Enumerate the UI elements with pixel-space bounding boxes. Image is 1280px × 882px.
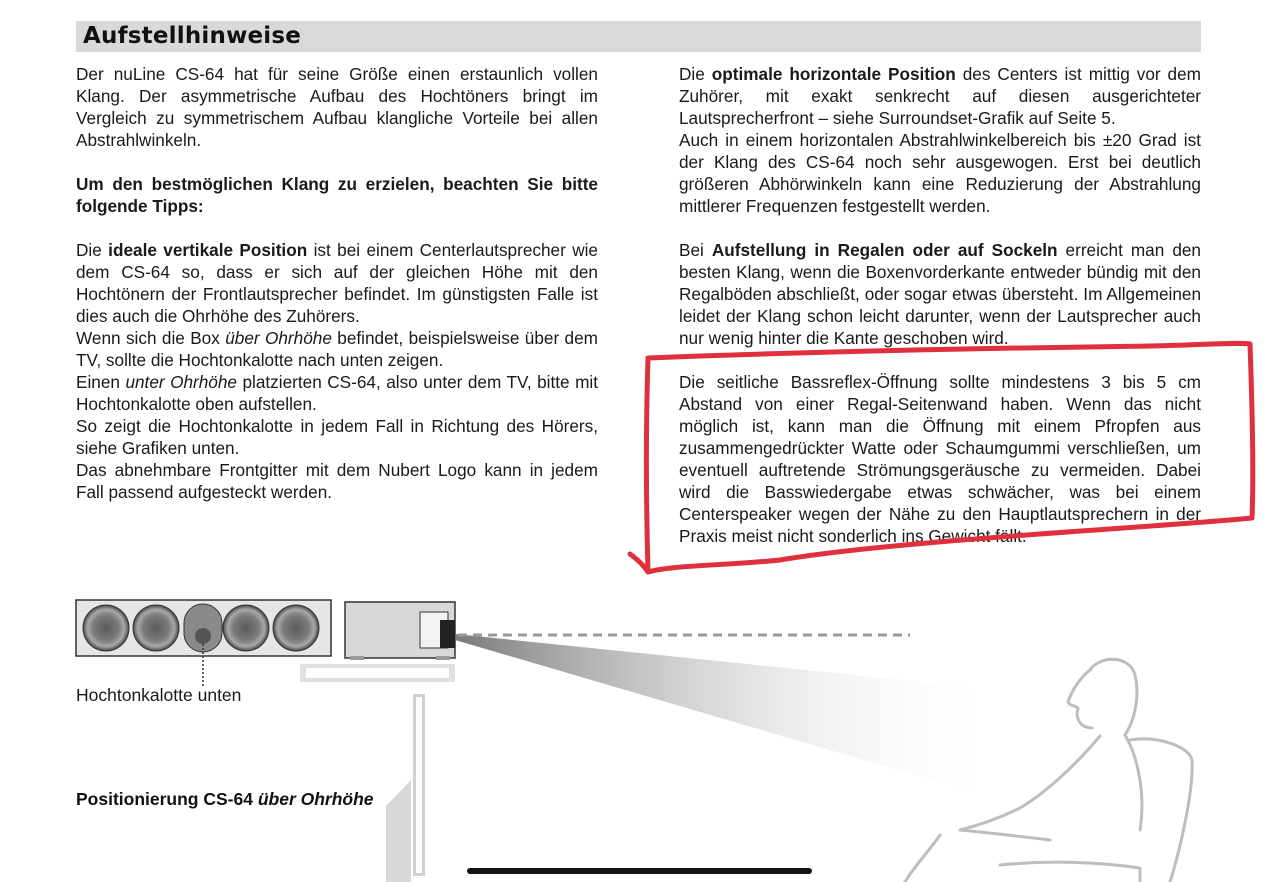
above-ear-paragraph: Wenn sich die Box über Ohrhöhe befindet, beispielsweise über dem TV, sollte die Hochtonkalotte nach unten zeigen. xyxy=(76,328,598,370)
intro-paragraph: Der nuLine CS-64 hat für seine Größe einen erstaunlich vollen Klang. Der asymmetrische Aufbau des Hochtöners bringt im Vergleich zu symmetrischem Aufbau klangliche Vorteile bei allen Abstrahlwinkeln. xyxy=(76,64,598,150)
below-ear-paragraph: Einen unter Ohrhöhe platzierten CS-64, also unter dem TV, bitte mit Hochtonkalotte oben aufstellen. xyxy=(76,372,598,414)
shelf-paragraph: Bei Aufstellung in Regalen oder auf Sockeln erreicht man den besten Klang, wenn die Boxenvorderkante entweder bündig mit den Regalböden abschließt, oder sogar etwas übersteht. Im Allgemeinen leidet der Klang schon leicht darunter, wenn der Lautsprecher auch nur wenig hinter die Kante geschoben wird. xyxy=(679,240,1201,348)
angle-paragraph: Auch in einem horizontalen Abstrahlwinkelbereich bis ±20 Grad ist der Klang des CS-64 noch sehr ausgewogen. Erst bei deutlich größeren Abhörwinkeln kann eine Reduzierung der Abstrahlung mittlerer Frequenzen festgestellt werden. xyxy=(679,130,1201,216)
placement-illustration xyxy=(0,560,1280,882)
sound-beam xyxy=(455,634,1000,800)
section-title: Aufstellhinweise xyxy=(83,23,302,49)
tweeter-caption: Hochtonkalotte unten xyxy=(76,685,242,705)
home-indicator[interactable] xyxy=(467,868,812,874)
vertical-position-paragraph: Die ideale vertikale Position ist bei einem Centerlautsprecher wie dem CS-64 so, dass er sich auf der gleichen Höhe mit den Hochtönern der Frontlautsprecher befindet. Im günstigsten Falle ist dies auch die Ohrhöhe des Zuhörers. xyxy=(76,240,598,326)
direction-paragraph: So zeigt die Hochtonkalotte in jedem Fall in Richtung des Hörers, siehe Grafiken unten. xyxy=(76,416,598,458)
grille-paragraph: Das abnehmbare Frontgitter mit dem Nubert Logo kann in jedem Fall passend aufgesteckt werden. xyxy=(76,460,598,502)
speaker-front-view xyxy=(76,600,331,686)
left-column xyxy=(76,63,598,503)
bassreflex-paragraph: Die seitliche Bassreflex-Öffnung sollte mindestens 3 bis 5 cm Abstand von einer Regal-Seitenwand haben. Wenn das nicht möglich ist, kann man die Öffnung mit einem Pfropfen aus zusammengedrückter Watte oder Schaumgummi verschließen, um eventuell auftretende Strömungsgeräusche zu vermeiden. Dabei wird die Basswiedergabe etwas schwächer, was bei einem Centerspeaker wegen der Nähe zu den Hauptlautsprechern in der Praxis meist nicht sonderlich ins Gewicht fällt. xyxy=(679,372,1201,546)
tips-heading: Um den bestmöglichen Klang zu erzielen, beachten Sie bitte folgende Tipps: xyxy=(76,174,598,216)
right-column xyxy=(679,63,1201,547)
horizontal-position-paragraph: Die optimale horizontale Position des Centers ist mittig vor dem Zuhörer, mit exakt senkrecht auf diesen ausgerichteter Lautsprecherfront – siehe Surroundset-Grafik auf Seite 5. xyxy=(679,64,1201,128)
position-caption: Positionierung CS-64 über Ohrhöhe xyxy=(76,789,374,809)
section-header-bar xyxy=(76,21,1201,52)
